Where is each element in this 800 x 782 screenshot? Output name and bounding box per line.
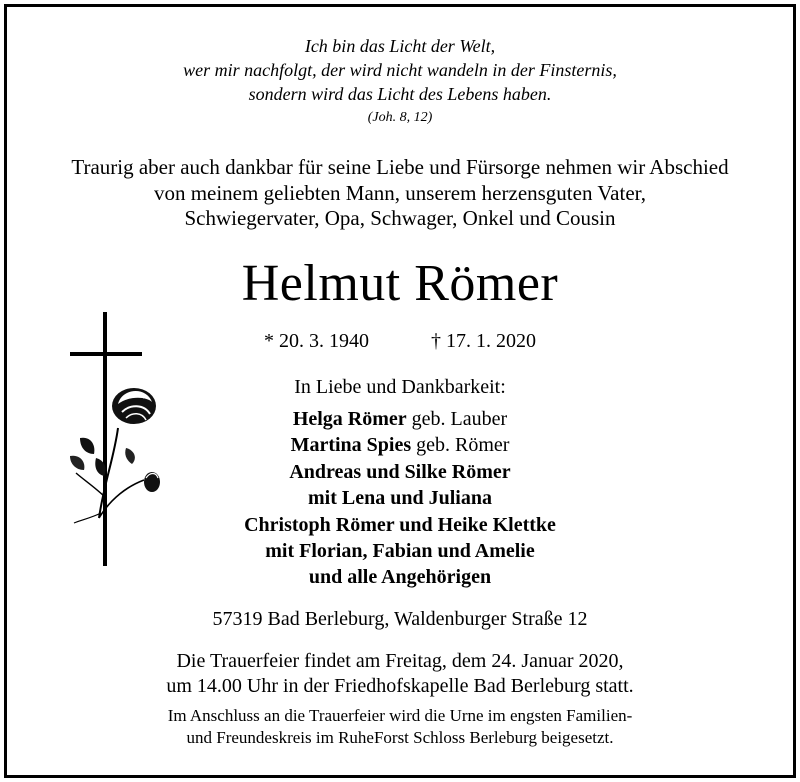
intro-line-2: von meinem geliebten Mann, unserem herzensguten Vater, <box>153 181 647 205</box>
funeral-line-1: Die Trauerfeier findet am Freitag, dem 24. Januar 2020, <box>176 650 624 672</box>
mourner-5: Christoph Römer und Heike Klettke <box>244 514 556 536</box>
funeral-line-4: und Freundeskreis im RuheForst Schloss Berleburg beigesetzt. <box>186 728 614 747</box>
mourner-6: mit Florian, Fabian und Amelie <box>265 540 535 562</box>
death-date: † 17. 1. 2020 <box>431 330 536 352</box>
mourner-2: Martina Spies geb. Römer <box>290 434 510 456</box>
birth-date: * 20. 3. 1940 <box>264 330 369 352</box>
address: 57319 Bad Berleburg, Waldenburger Straße 12 <box>212 608 588 630</box>
funeral-line-3: Im Anschluss an die Trauerfeier wird die Urne im engsten Familien- <box>167 706 633 725</box>
intro-line-3: Schwiegervater, Opa, Schwager, Onkel und Cousin <box>184 206 616 230</box>
intro-line-1: Traurig aber auch dankbar für seine Liebe und Fürsorge nehmen wir Abschied <box>71 155 729 179</box>
mourner-4: mit Lena und Juliana <box>308 487 492 509</box>
verse-line-2: wer mir nachfolgt, der wird nicht wandeln in der Finsternis, <box>183 60 617 80</box>
verse-line-3: sondern wird das Licht des Lebens haben. <box>248 84 552 104</box>
mourner-3: Andreas und Silke Römer <box>289 461 511 483</box>
mourner-1: Helga Römer geb. Lauber <box>292 408 508 430</box>
verse-line-1: Ich bin das Licht der Welt, <box>304 36 496 56</box>
verse-reference: (Joh. 8, 12) <box>367 110 433 125</box>
mourners-heading: In Liebe und Dankbarkeit: <box>294 376 506 398</box>
cross-with-rose-icon <box>66 308 176 570</box>
funeral-line-2: um 14.00 Uhr in der Friedhofskapelle Bad Berleburg statt. <box>166 675 634 697</box>
deceased-name: Helmut Römer <box>241 255 559 312</box>
mourner-7: und alle Angehörigen <box>308 566 492 588</box>
